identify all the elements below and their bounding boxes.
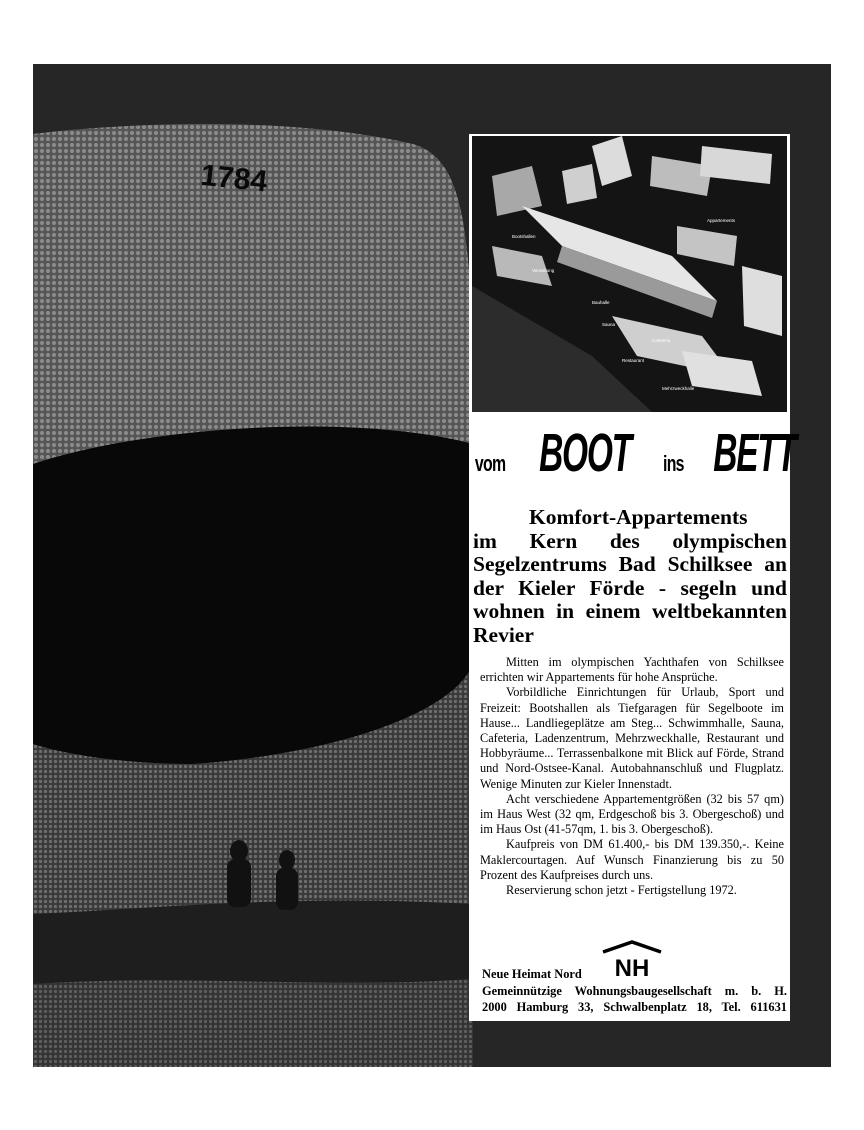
body-paragraph-5: Reservierung schon jetzt - Fertigstellung 1972. [506, 883, 737, 898]
person-figure-2 [279, 850, 295, 870]
headline-boot: BOOT [539, 423, 632, 483]
aerial-label-1: Bootshallen [512, 234, 536, 239]
hull-opening [33, 427, 473, 764]
aerial-label-6: Restaurant [622, 358, 645, 363]
aerial-label-7: Cafeteria [652, 338, 671, 343]
company-type: Gemeinnützige Wohnungsbaugesellschaft m. b. H. [482, 983, 787, 998]
nh-logo-letters: NH [614, 955, 650, 980]
body-paragraph-2: Vorbildliche Einrichtungen für Urlaub, Sport und Freizeit: Bootshallen als Tiefgaragen für Segelboote im Hause... Landliegeplätze am Steg... Schwimmhalle, Sauna, Cafeteria, Ladenzentrum, Mehrzweckhalle, Restaurant und Hobbyräume... Terrassenbalkone mit Blick auf Förde, Strand und Nord-Ostsee-Kanal. Autobahnanschluß und Flugplatz. Wenige Minuten zur Kieler Innenstadt. [480, 685, 784, 791]
aerial-model-photo [472, 136, 787, 412]
aerial-label-5: Sauna [602, 322, 616, 327]
person-figure-1 [230, 840, 248, 862]
subheadline-first-line: Komfort-Appartements [529, 505, 748, 529]
headline [469, 422, 796, 484]
subheadline-rest: im Kern des olympischen Segelzentrums Bad Schilksee an der Kieler Förde - segeln und wohnen in einem weltbekannten Revier [473, 528, 787, 647]
company-address: 2000 Hamburg 33, Schwalbenplatz 18, Tel. 611631 [482, 1000, 787, 1014]
aerial-label-4: Bauhalle [592, 300, 610, 305]
aerial-label-2: Verwaltung [532, 268, 555, 273]
stencil-number: 1784 [198, 158, 269, 199]
advertisement-panel [469, 134, 796, 1021]
body-paragraph-4: Kaufpreis von DM 61.400,- bis DM 139.350,-. Keine Maklercourtagen. Auf Wunsch Finanzierung bis zu 50 Prozent des Kaufpreises durch uns. [480, 837, 784, 882]
body-paragraph-1: Mitten im olympischen Yachthafen von Schilksee errichten wir Appartements für hohe Ansprüche. [480, 655, 784, 685]
company-block [482, 966, 787, 1016]
headline-vom: vom [474, 451, 506, 476]
headline-ins: ins [663, 451, 685, 476]
body-copy [480, 655, 784, 898]
subheadline [473, 506, 787, 648]
aerial-label-3: Appartements [707, 218, 736, 223]
body-paragraph-3: Acht verschiedene Appartementgrößen (32 bis 57 qm) im Haus West (32 qm, Erdgeschoß bis 3. Obergeschoß) und im Haus Ost (41-57qm, 1. bis 3. Obergeschoß). [480, 791, 784, 837]
aerial-label-8: Mehrzweckhalle [662, 386, 695, 391]
headline-bett: BETT [713, 423, 796, 483]
company-name: Neue Heimat Nord [482, 967, 582, 981]
aerial-model-graphic [472, 136, 787, 412]
